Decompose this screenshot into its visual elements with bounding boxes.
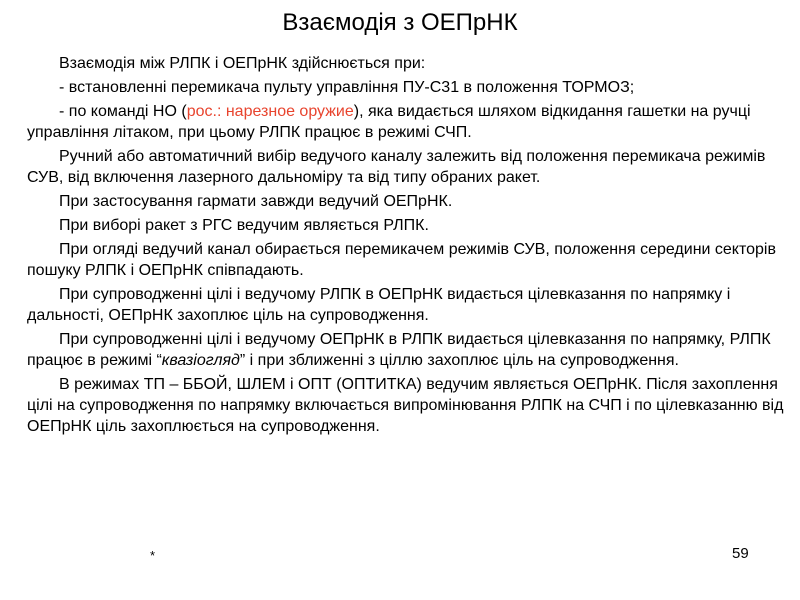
paragraph-cannon: При застосування гармати завжди ведучий ОЕПрНК. (59, 193, 453, 210)
page-number: 59 (732, 545, 749, 562)
slide-body (27, 53, 787, 440)
paragraph-channel-selection: Ручний або автоматичний вибір ведучого каналу залежить від положення перемикача режимів СУВ, від включення лазерного дальноміру та від типу обраних ракет. (27, 148, 766, 186)
paragraph-intro: Взаємодія між РЛПК і ОЕПрНК здійснюється при: (59, 55, 426, 72)
quasi-scan-term: квазіогляд (161, 352, 240, 369)
paragraph-tracking-oeprnk-lead (27, 329, 787, 371)
paragraph-tracking-oeprnk-start: При супроводженні цілі і ведучому ОЕПрНК в РЛПК видається цілевказання по напрямку, РЛПК працює в режимі “ (27, 331, 771, 369)
paragraph-search-mode: При огляді ведучий канал обирається перемикачем режимів СУВ, положення середини секторів пошуку РЛПК і ОЕПрНК співпадають. (27, 241, 776, 279)
paragraph-switch-position: - встановленні перемикача пульту управління ПУ-С31 в положення ТОРМОЗ; (59, 79, 635, 96)
footer-star: * (150, 548, 156, 563)
paragraph-modes: В режимах ТП – ББОЙ, ШЛЕМ і ОПТ (ОПТИТКА) ведучим являється ОЕПрНК. Після захоплення цілі на супроводження по напрямку включається випромінювання РЛПК на СЧП і по цілевказанню від ОЕПрНК ціль захоплюється на супроводження. (27, 376, 784, 435)
paragraph-rgs-missiles: При виборі ракет з РГС ведучим являється РЛПК. (59, 217, 429, 234)
russian-term-highlight: рос.: нарезное оружие (186, 103, 354, 120)
paragraph-tracking-oeprnk-end: ” і при зближенні з ціллю захоплює ціль на супроводження. (239, 352, 679, 369)
paragraph-no-command-end: ), яка видається шляхом відкидання гашетки на ручці управління літаком, при цьому РЛПК працює в режимі СЧП. (27, 103, 751, 141)
paragraph-tracking-rlpk-lead: При супроводженні цілі і ведучому РЛПК в ОЕПрНК видається цілевказання по напрямку і дальності, ОЕПрНК захоплює ціль на супроводження. (27, 286, 731, 324)
paragraph-no-command-start: - по команді НО ( (59, 103, 187, 120)
slide-title: Взаємодія з ОЕПрНК (282, 9, 518, 36)
paragraph-no-command (27, 101, 787, 143)
